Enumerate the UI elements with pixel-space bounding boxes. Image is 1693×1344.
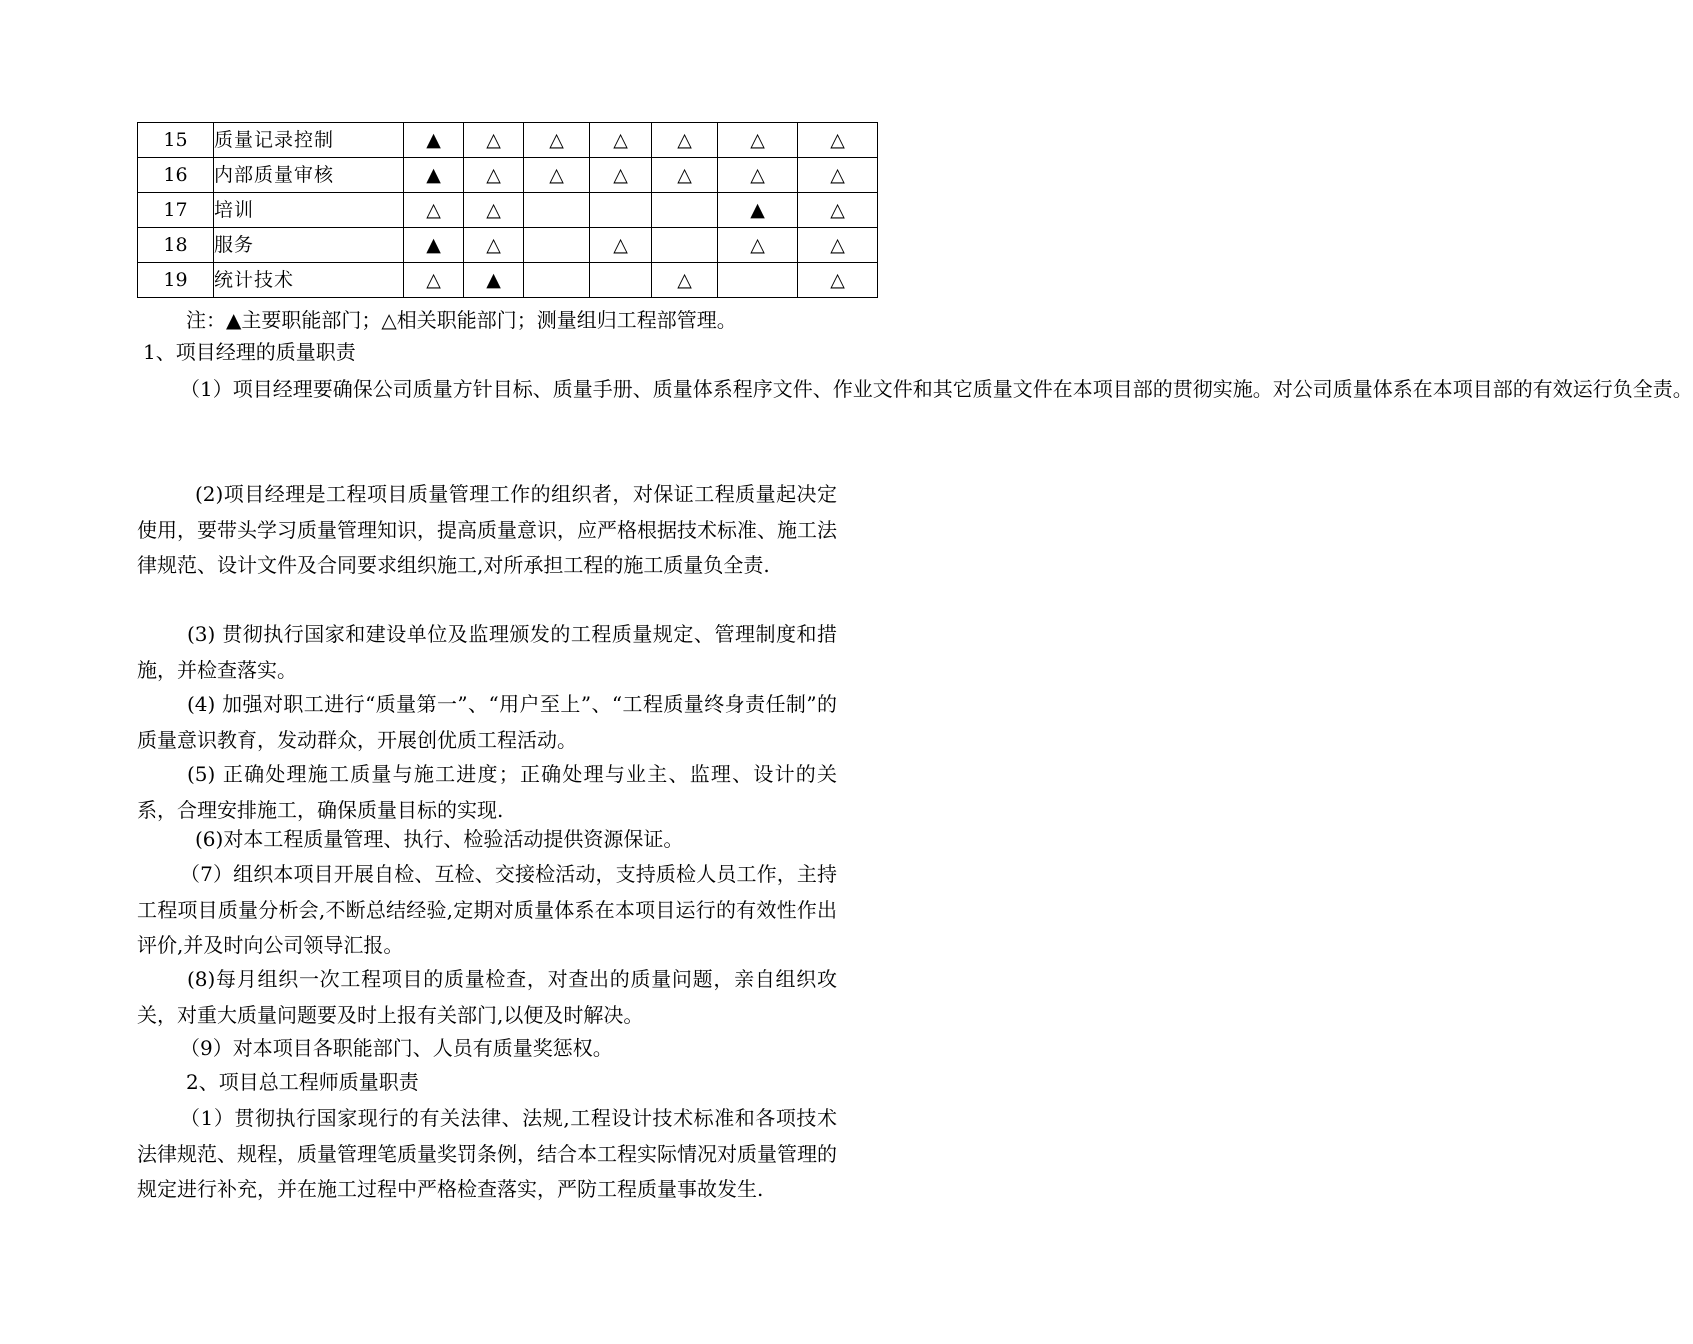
paragraph-text: (4) 加强对职工进行“质量第一”、“用户至上”、“工程质量终身责任制”的质量意识教育，发动群众，开展创优质工程活动。	[137, 692, 837, 752]
s2-paragraph-1	[137, 1101, 837, 1208]
related-dept-mark-icon: △	[798, 228, 878, 263]
related-dept-mark-icon: △	[652, 158, 718, 193]
primary-dept-mark-icon: ▲	[404, 123, 464, 158]
s1-paragraph-7	[137, 857, 837, 964]
item-name-cell: 培训	[214, 193, 404, 228]
related-dept-mark-icon: △	[652, 123, 718, 158]
s1-paragraph-6	[137, 822, 837, 858]
item-name-cell: 质量记录控制	[214, 123, 404, 158]
primary-dept-mark-icon: ▲	[718, 193, 798, 228]
table-legend-note: 注：▲主要职能部门；△相关职能部门；测量组归工程部管理。	[186, 308, 737, 332]
related-dept-mark-icon: △	[590, 228, 652, 263]
paragraph-text: （7）组织本项目开展自检、互检、交接检活动，支持质检人员工作，主持工程项目质量分析会,不断总结经验,定期对质量体系在本项目运行的有效性作出评价,并及时向公司领导汇报。	[137, 862, 837, 957]
primary-dept-mark-icon: ▲	[464, 263, 524, 298]
related-dept-mark-icon: △	[718, 228, 798, 263]
table-row	[138, 193, 878, 228]
section-2-heading: 2、项目总工程师质量职责	[186, 1070, 419, 1094]
row-number-cell: 17	[138, 193, 214, 228]
related-dept-mark-icon: △	[798, 263, 878, 298]
empty-cell	[590, 263, 652, 298]
s1-paragraph-5	[137, 757, 837, 828]
responsibility-matrix-table	[137, 122, 878, 298]
paragraph-text: （9）对本项目各职能部门、人员有质量奖惩权。	[180, 1036, 613, 1060]
related-dept-mark-icon: △	[524, 158, 590, 193]
empty-cell	[652, 193, 718, 228]
related-dept-mark-icon: △	[798, 123, 878, 158]
paragraph-text: (5) 正确处理施工质量与施工进度；正确处理与业主、监理、设计的关系，合理安排施工，确保质量目标的实现.	[137, 762, 837, 822]
related-dept-mark-icon: △	[718, 123, 798, 158]
empty-cell	[652, 228, 718, 263]
item-name-cell: 服务	[214, 228, 404, 263]
empty-cell	[524, 193, 590, 228]
primary-dept-mark-icon: ▲	[404, 158, 464, 193]
s1-paragraph-1	[137, 372, 1693, 408]
related-dept-mark-icon: △	[404, 193, 464, 228]
table-row	[138, 158, 878, 193]
related-dept-mark-icon: △	[404, 263, 464, 298]
paragraph-text: （1）贯彻执行国家现行的有关法律、法规,工程设计技术标准和各项技术法律规范、规程，质量管理笔质量奖罚条例，结合本工程实际情况对质量管理的规定进行补充，并在施工过程中严格检查落实，严防工程质量事故发生.	[137, 1106, 837, 1201]
empty-cell	[590, 193, 652, 228]
table-row	[138, 263, 878, 298]
related-dept-mark-icon: △	[524, 123, 590, 158]
row-number-cell: 15	[138, 123, 214, 158]
row-number-cell: 18	[138, 228, 214, 263]
table-row	[138, 228, 878, 263]
related-dept-mark-icon: △	[798, 158, 878, 193]
related-dept-mark-icon: △	[590, 158, 652, 193]
item-name-cell: 统计技术	[214, 263, 404, 298]
s1-paragraph-4	[137, 687, 837, 758]
paragraph-text: (8)每月组织一次工程项目的质量检查，对查出的质量问题，亲自组织攻关，对重大质量问题要及时上报有关部门,以便及时解决。	[137, 967, 837, 1027]
related-dept-mark-icon: △	[652, 263, 718, 298]
row-number-cell: 19	[138, 263, 214, 298]
empty-cell	[524, 263, 590, 298]
row-number-cell: 16	[138, 158, 214, 193]
item-name-cell: 内部质量审核	[214, 158, 404, 193]
s1-paragraph-2	[137, 477, 837, 584]
paragraph-text: （1）项目经理要确保公司质量方针目标、质量手册、质量体系程序文件、作业文件和其它质量文件在本项目部的贯彻实施。对公司质量体系在本项目部的有效运行负全责。	[180, 377, 1693, 401]
related-dept-mark-icon: △	[464, 193, 524, 228]
related-dept-mark-icon: △	[464, 123, 524, 158]
s1-paragraph-9	[137, 1031, 837, 1067]
related-dept-mark-icon: △	[590, 123, 652, 158]
related-dept-mark-icon: △	[798, 193, 878, 228]
empty-cell	[718, 263, 798, 298]
s1-paragraph-3	[137, 617, 837, 688]
s1-paragraph-8	[137, 962, 837, 1033]
empty-cell	[524, 228, 590, 263]
related-dept-mark-icon: △	[718, 158, 798, 193]
primary-dept-mark-icon: ▲	[404, 228, 464, 263]
related-dept-mark-icon: △	[464, 158, 524, 193]
paragraph-text: (3) 贯彻执行国家和建设单位及监理颁发的工程质量规定、管理制度和措施，并检查落实。	[137, 622, 837, 682]
paragraph-text: (6)对本工程质量管理、执行、检验活动提供资源保证。	[195, 827, 684, 851]
paragraph-text: (2)项目经理是工程项目质量管理工作的组织者，对保证工程质量起决定使用，要带头学习质量管理知识，提高质量意识，应严格根据技术标准、施工法律规范、设计文件及合同要求组织施工,对所承担工程的施工质量负全责.	[137, 482, 837, 577]
section-1-heading: 1、项目经理的质量职责	[143, 340, 356, 364]
table-row	[138, 123, 878, 158]
related-dept-mark-icon: △	[464, 228, 524, 263]
